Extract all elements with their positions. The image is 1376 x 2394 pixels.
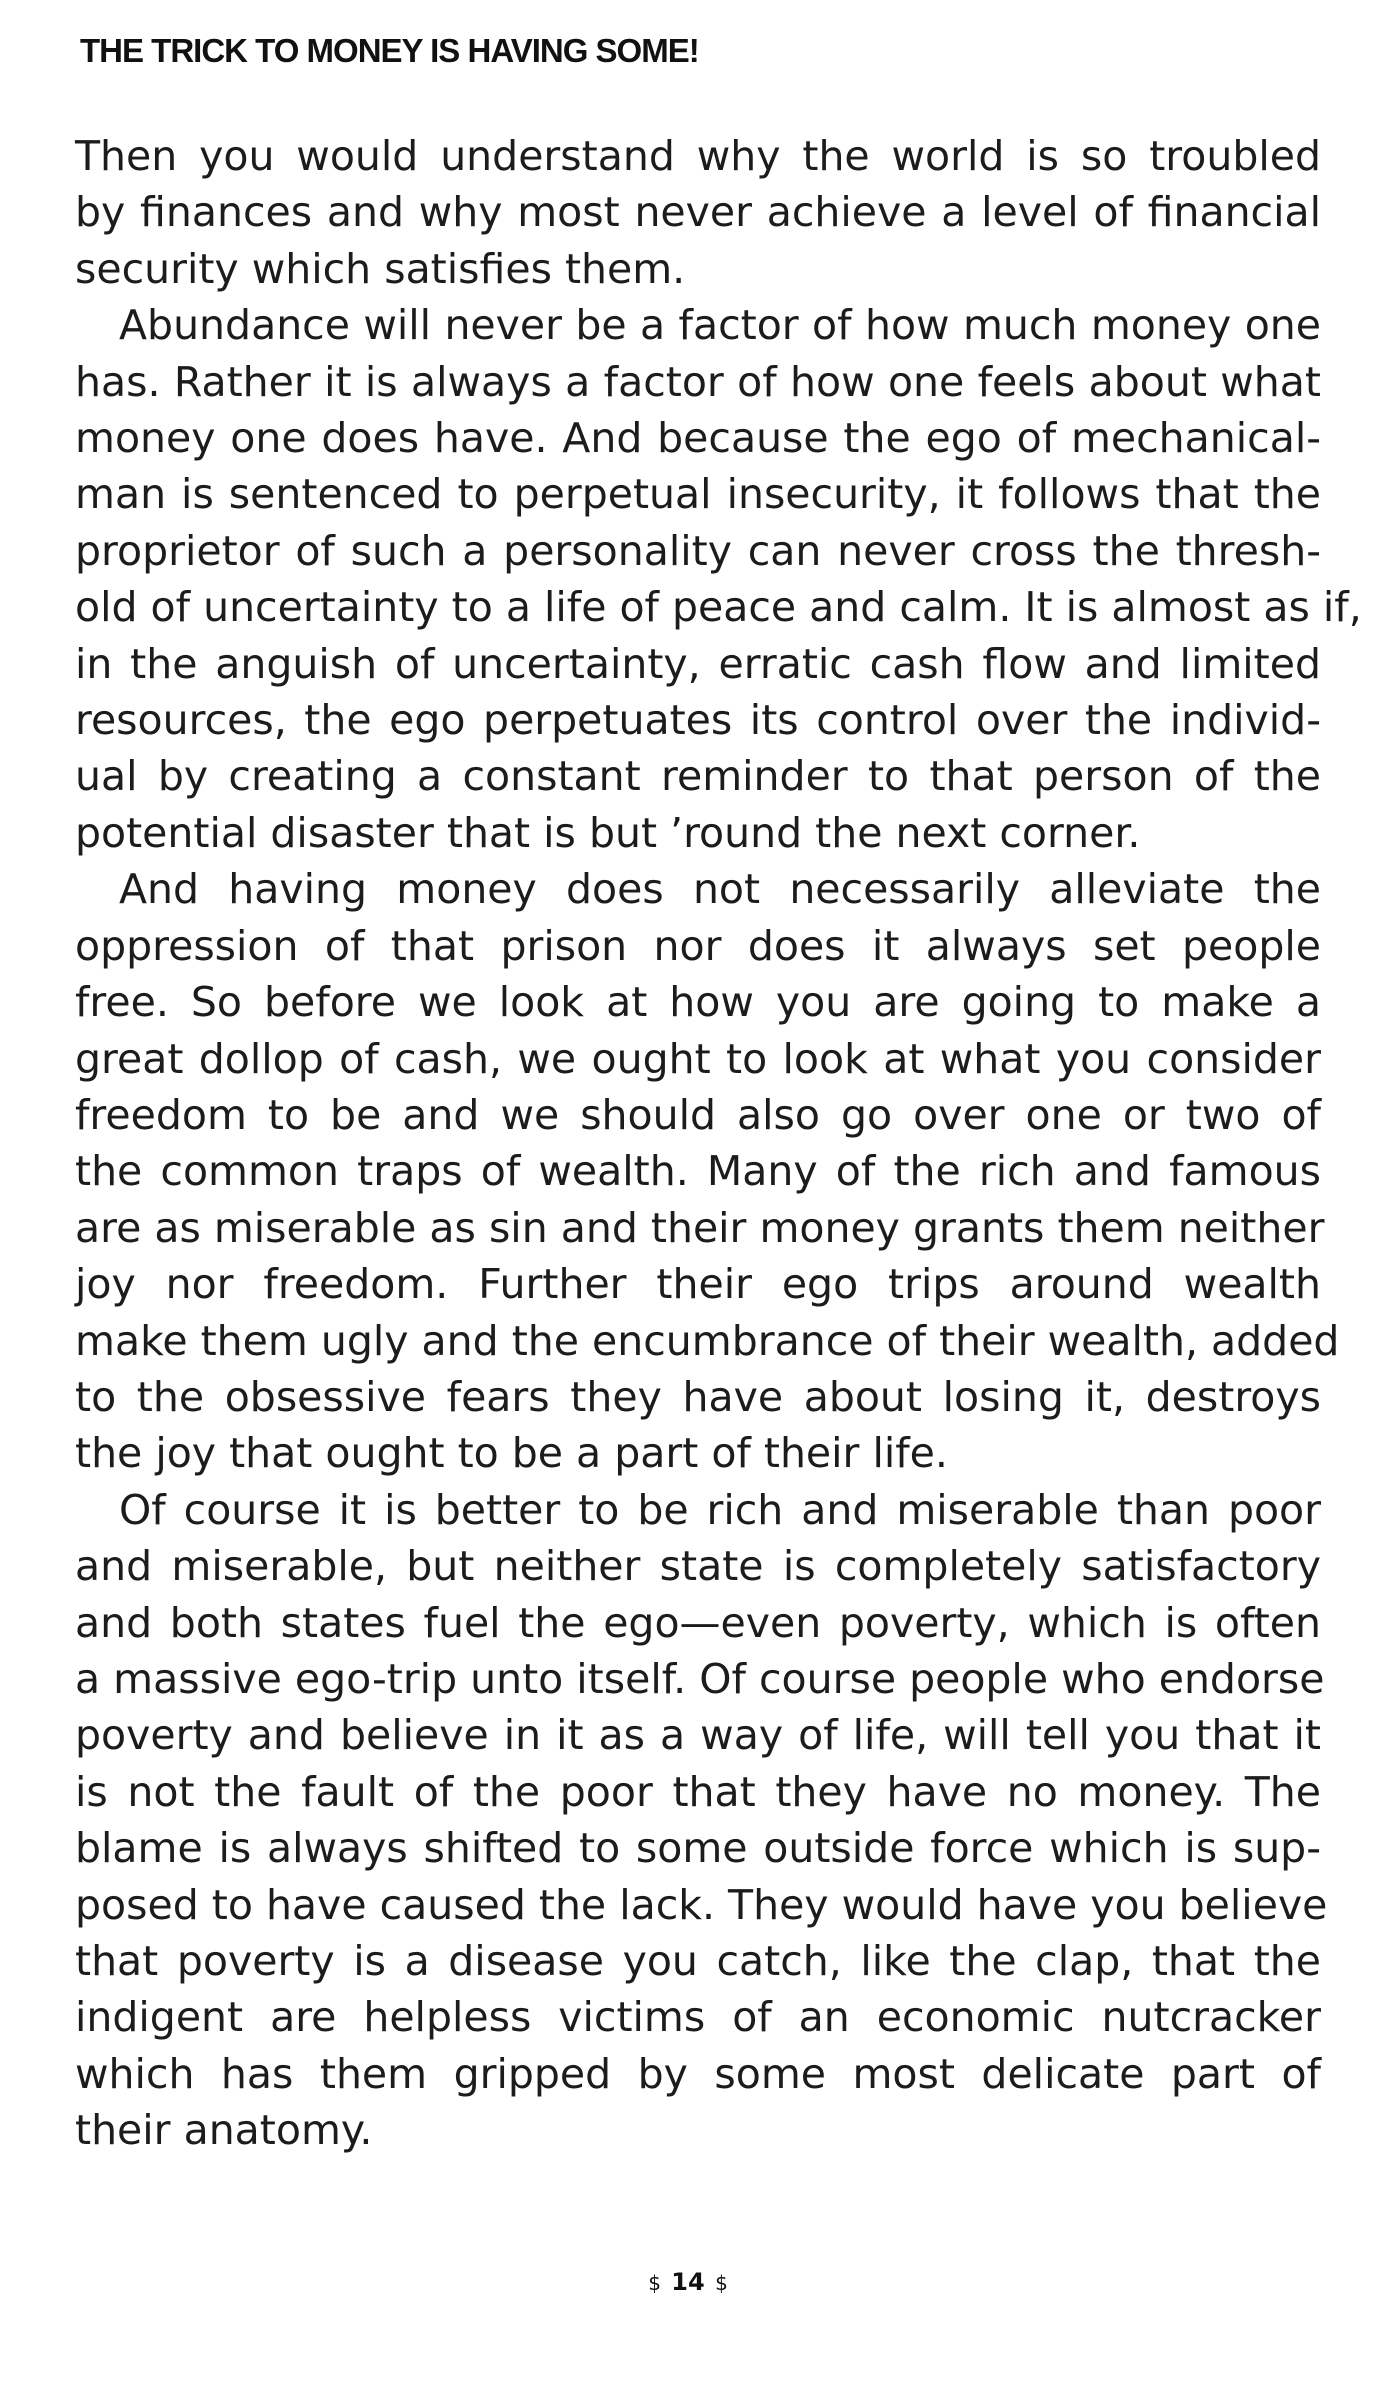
text-line: make them ugly and the encumbrance of their wealth, added	[75, 1316, 1340, 1365]
page-footer	[0, 2268, 1376, 2296]
text-line: potential disaster that is but ’round the next corner.	[75, 808, 1141, 857]
text-line: free. So before we look at how you are going to make a	[75, 978, 1321, 1027]
text-line: ual by creating a constant reminder to that person of the	[75, 752, 1321, 801]
text-line: Abundance will never be a factor of how much money one	[119, 301, 1321, 350]
text-line: indigent are helpless victims of an economic nutcracker	[75, 1993, 1321, 2042]
text-line: resources, the ego perpetuates its control over the individ-	[75, 696, 1321, 745]
text-line: posed to have caused the lack. They would have you believe	[75, 1880, 1328, 1929]
text-line: Then you would understand why the world is so troubled	[75, 132, 1321, 180]
dollar-sign-right: $	[715, 2271, 728, 2295]
text-line: blame is always shifted to some outside force which is sup-	[75, 1824, 1321, 1873]
text-line: old of uncertainty to a life of peace and calm. It is almost as if,	[75, 583, 1362, 632]
text-line: their anatomy.	[75, 2106, 373, 2155]
text-line: to the obsessive fears they have about losing it, destroys	[75, 1372, 1321, 1421]
text-line: Of course it is better to be rich and miserable than poor	[119, 1485, 1321, 1534]
text-line: the common traps of wealth. Many of the rich and famous	[75, 1147, 1321, 1196]
paragraph-1	[75, 128, 1321, 297]
body-text	[75, 128, 1362, 2159]
text-line: poverty and believe in it as a way of life, will tell you that it	[75, 1711, 1321, 1760]
dollar-sign-left: $	[648, 2271, 661, 2295]
text-line: by finances and why most never achieve a level of financial	[75, 188, 1321, 237]
text-line: in the anguish of uncertainty, erratic cash flow and limited	[75, 639, 1321, 688]
text-line: security which satisfies them.	[75, 244, 686, 293]
text-line: which has them gripped by some most delicate part of	[75, 2049, 1321, 2098]
text-line: freedom to be and we should also go over one or two of	[75, 1090, 1321, 1139]
text-line: that poverty is a disease you catch, like the clap, that the	[75, 1937, 1321, 1985]
paragraph-2	[75, 297, 1362, 861]
text-line: proprietor of such a personality can never cross the thresh-	[75, 526, 1321, 575]
text-line: And having money does not necessarily alleviate the	[119, 865, 1321, 914]
text-line: money one does have. And because the ego of mechanical-	[75, 414, 1321, 463]
text-line: great dollop of cash, we ought to look at what you consider	[75, 1034, 1321, 1083]
page-number: 14	[671, 2268, 705, 2296]
text-line: man is sentenced to perpetual insecurity, it follows that the	[75, 470, 1321, 519]
text-line: oppression of that prison nor does it always set people	[75, 921, 1321, 970]
text-line: has. Rather it is always a factor of how one feels about what	[75, 357, 1321, 406]
text-line: a massive ego-trip unto itself. Of course people who endorse	[75, 1654, 1325, 1703]
text-line: and both states fuel the ego—even poverty, which is often	[75, 1598, 1321, 1647]
text-line: the joy that ought to be a part of their life.	[75, 1429, 948, 1478]
paragraph-3	[75, 861, 1340, 1481]
running-header: THE TRICK TO MONEY IS HAVING SOME!	[80, 32, 699, 69]
text-line: joy nor freedom. Further their ego trips around wealth	[75, 1260, 1321, 1309]
text-line: is not the fault of the poor that they have no money. The	[75, 1767, 1321, 1816]
paragraph-4	[75, 1482, 1328, 2159]
text-line: and miserable, but neither state is completely satisfactory	[75, 1542, 1321, 1591]
text-line: are as miserable as sin and their money grants them neither	[75, 1203, 1325, 1252]
